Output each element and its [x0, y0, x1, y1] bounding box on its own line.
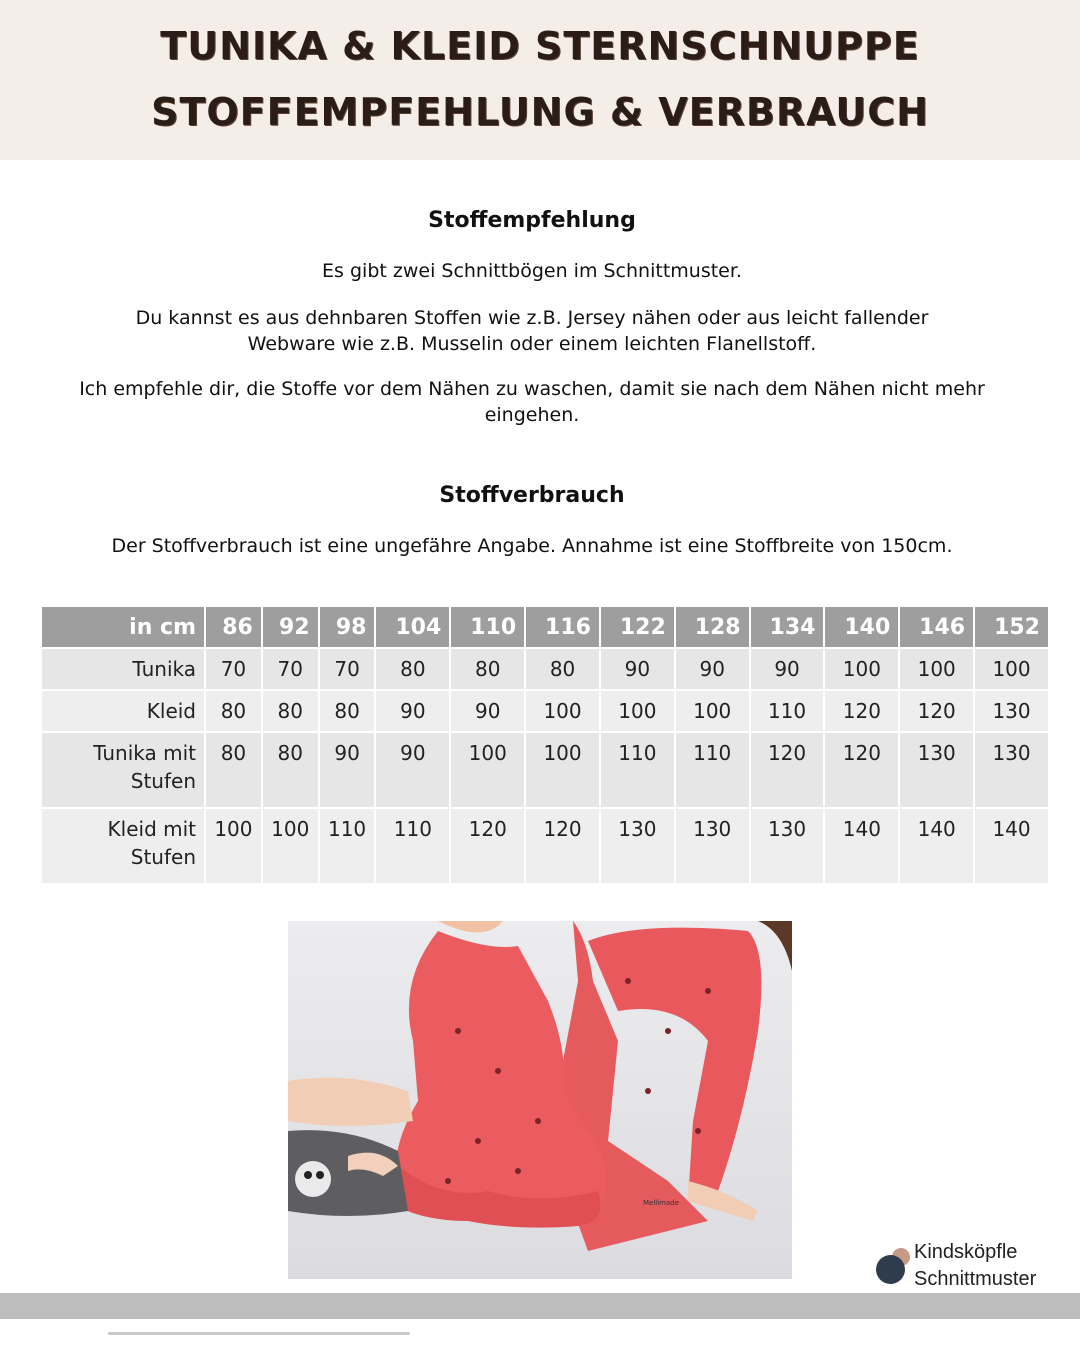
size-header-cell: 122 [601, 607, 674, 647]
size-header-cell: 152 [975, 607, 1048, 647]
table-cell: 110 [320, 809, 375, 883]
row-label-cell [42, 649, 204, 689]
row-label: Kleid mit [107, 817, 196, 841]
size-header-cell: 146 [900, 607, 973, 647]
table-cell: 70 [263, 649, 318, 689]
table-cell: 140 [825, 809, 898, 883]
table-cell: 130 [676, 809, 749, 883]
table-cell: 100 [900, 649, 973, 689]
table-cell: 130 [975, 733, 1048, 807]
table-cell: 80 [206, 733, 261, 807]
table-cell: 70 [320, 649, 375, 689]
size-header-cell: 86 [206, 607, 261, 647]
size-header-cell: 134 [751, 607, 824, 647]
table-cell: 80 [263, 733, 318, 807]
table-cell: 100 [206, 809, 261, 883]
table-cell: 120 [825, 691, 898, 731]
table-cell: 90 [376, 733, 449, 807]
table-row [42, 809, 1048, 883]
table-header-row [42, 607, 1048, 647]
table-cell: 90 [751, 649, 824, 689]
recommendation-paragraph-3: Ich empfehle dir, die Stoffe vor dem Nähen zu waschen, damit sie nach dem Nähen nicht mehr eingehen. [79, 378, 985, 426]
row-label-cell [42, 691, 204, 731]
size-header-cell: 92 [263, 607, 318, 647]
table-cell: 120 [451, 809, 524, 883]
table-row [42, 733, 1048, 807]
table-cell: 80 [263, 691, 318, 731]
table-cell: 120 [825, 733, 898, 807]
table-cell: 80 [376, 649, 449, 689]
recommendation-paragraph-1: Es gibt zwei Schnittbögen im Schnittmuster. [322, 260, 742, 282]
table-cell: 80 [320, 691, 375, 731]
size-header-cell: 110 [451, 607, 524, 647]
table-cell: 130 [900, 733, 973, 807]
fabric-consumption-table [40, 605, 1050, 885]
table-cell: 90 [376, 691, 449, 731]
row-label: Tunika [132, 657, 196, 681]
brand-logo [874, 1240, 1064, 1295]
table-cell: 120 [526, 809, 599, 883]
table-cell: 110 [751, 691, 824, 731]
table-cell: 80 [206, 691, 261, 731]
row-label-cell [42, 733, 204, 807]
table-cell: 90 [601, 649, 674, 689]
table-cell: 100 [676, 691, 749, 731]
table-cell: 90 [451, 691, 524, 731]
table-cell: 80 [451, 649, 524, 689]
row-label: Tunika mit [93, 741, 196, 765]
table-cell: 130 [975, 691, 1048, 731]
row-label-cell [42, 809, 204, 883]
children-dresses-illustration [288, 921, 792, 1279]
table-cell: 110 [676, 733, 749, 807]
size-header-cell: 128 [676, 607, 749, 647]
table-cell: 140 [900, 809, 973, 883]
photo-watermark: Mellimade [643, 1199, 680, 1207]
size-header-cell: 140 [825, 607, 898, 647]
table-row [42, 691, 1048, 731]
footer-bar [0, 1293, 1080, 1319]
logo-text-line-1: Kindsköpfle [914, 1241, 1018, 1263]
table-cell: 90 [320, 733, 375, 807]
size-header-cell: 98 [320, 607, 375, 647]
consumption-note: Der Stoffverbrauch ist eine ungefähre Angabe. Annahme ist eine Stoffbreite von 150cm. [111, 535, 953, 557]
table-cell: 80 [526, 649, 599, 689]
table-cell: 90 [676, 649, 749, 689]
table-cell: 100 [451, 733, 524, 807]
recommendation-paragraph-2: Du kannst es aus dehnbaren Stoffen wie z.B. Jersey nähen oder aus leicht fallender Webware wie z.B. Musselin oder einem leichten Flanellstoff. [135, 307, 929, 355]
table-cell: 100 [526, 691, 599, 731]
recommendation-heading: Stoffempfehlung [428, 208, 636, 233]
product-photo [288, 921, 792, 1279]
title-line-2: STOFFEMPFEHLUNG & VERBRAUCH [151, 90, 929, 134]
table-cell: 70 [206, 649, 261, 689]
size-header-cell: 116 [526, 607, 599, 647]
row-label-continued: Stufen [130, 769, 196, 793]
table-cell: 120 [751, 733, 824, 807]
table-corner-cell: in cm [42, 607, 204, 647]
table-cell: 140 [975, 809, 1048, 883]
table-cell: 130 [751, 809, 824, 883]
table-cell: 100 [263, 809, 318, 883]
table-cell: 100 [825, 649, 898, 689]
scroll-indicator[interactable] [108, 1332, 410, 1335]
title-banner [0, 0, 1080, 160]
row-label: Kleid [146, 699, 196, 723]
table-cell: 100 [975, 649, 1048, 689]
table-cell: 110 [376, 809, 449, 883]
table-cell: 130 [601, 809, 674, 883]
logo-circle-large-icon [876, 1255, 905, 1284]
table-cell: 120 [900, 691, 973, 731]
table-row [42, 649, 1048, 689]
row-label-continued: Stufen [130, 845, 196, 869]
table-cell: 110 [601, 733, 674, 807]
consumption-heading: Stoffverbrauch [439, 483, 625, 508]
table-cell: 100 [601, 691, 674, 731]
size-header-cell: 104 [376, 607, 449, 647]
title-line-1: TUNIKA & KLEID STERNSCHNUPPE [160, 24, 920, 68]
table-cell: 100 [526, 733, 599, 807]
logo-text-line-2: Schnittmuster [914, 1268, 1037, 1290]
